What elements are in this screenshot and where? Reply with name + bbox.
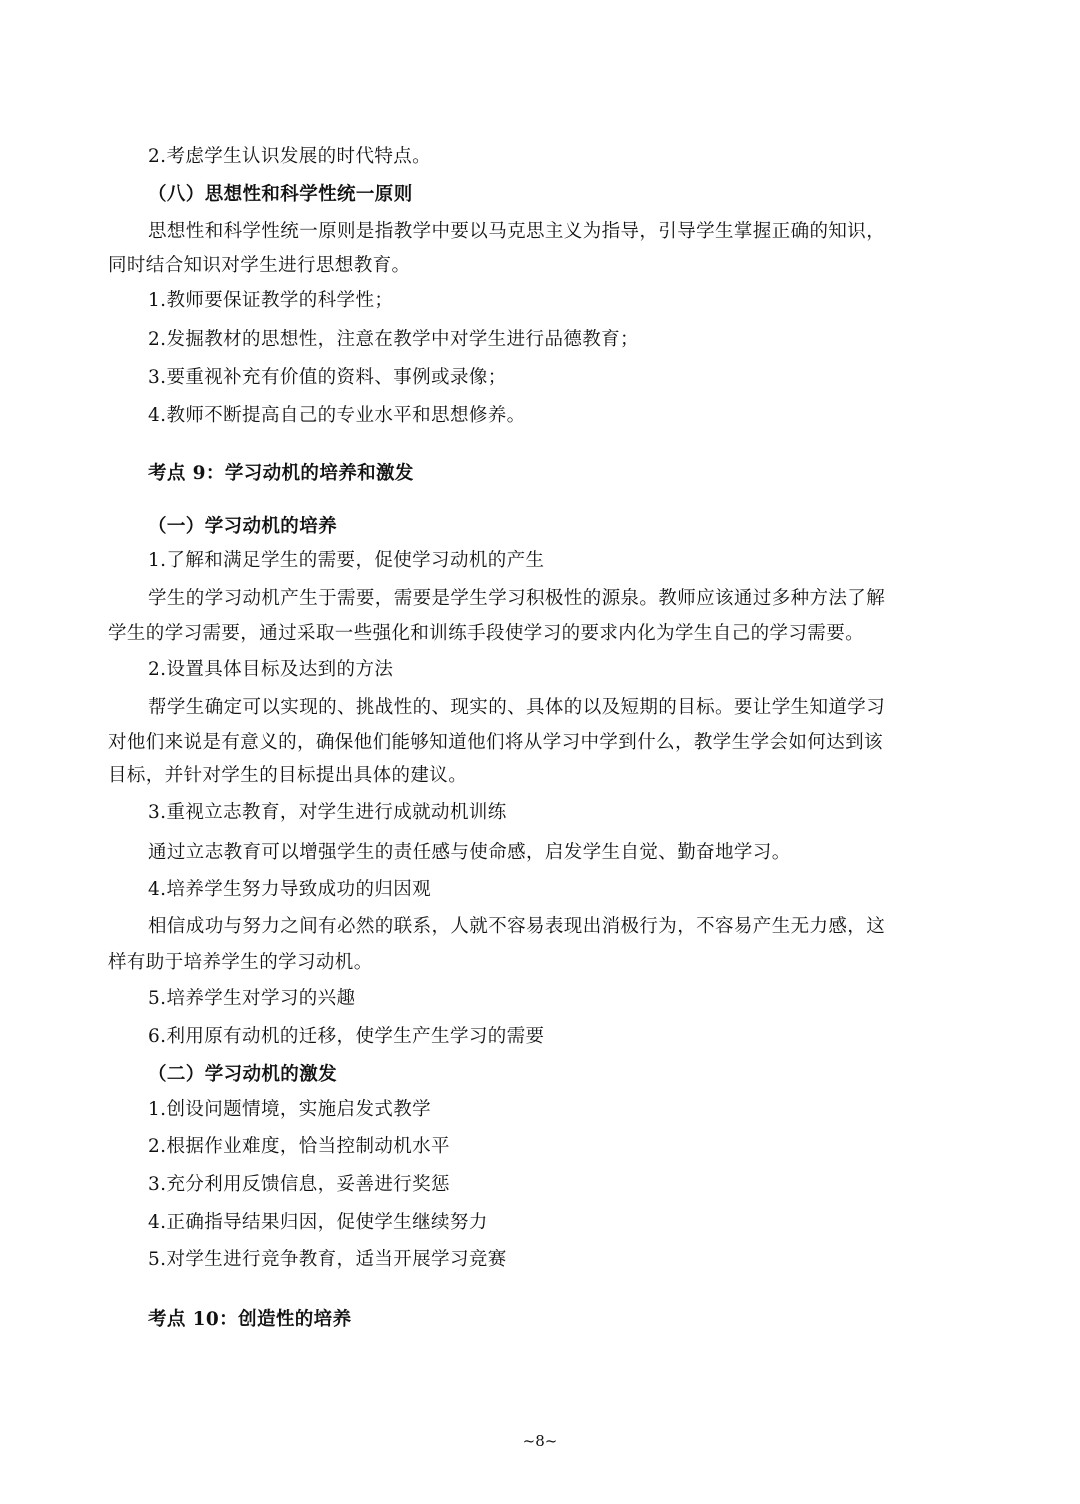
list-item: 2.设置具体目标及达到的方法 bbox=[148, 659, 394, 680]
list-item: 4.教师不断提高自己的专业水平和思想修养。 bbox=[148, 405, 526, 426]
section-heading: （八）思想性和科学性统一原则 bbox=[148, 184, 413, 205]
paragraph-line: 同时结合知识对学生进行思想教育。 bbox=[108, 255, 411, 276]
topic-heading: 考点 10：创造性的培养 bbox=[148, 1309, 352, 1330]
list-item: 5.培养学生对学习的兴趣 bbox=[148, 988, 356, 1009]
paragraph-line: 学生的学习动机产生于需要，需要是学生学习积极性的源泉。教师应该通过多种方法了解 bbox=[148, 588, 886, 609]
list-item: 1.教师要保证教学的科学性； bbox=[148, 290, 394, 311]
section-heading: （二）学习动机的激发 bbox=[148, 1064, 338, 1085]
list-item: 1.了解和满足学生的需要，促使学习动机的产生 bbox=[148, 550, 545, 571]
list-item: 4.培养学生努力导致成功的归因观 bbox=[148, 879, 432, 900]
list-item: 4.正确指导结果归因，促使学生继续努力 bbox=[148, 1212, 488, 1233]
list-item: 2.发掘教材的思想性，注意在教学中对学生进行品德教育； bbox=[148, 329, 639, 350]
list-item: 5.对学生进行竞争教育，适当开展学习竞赛 bbox=[148, 1249, 507, 1270]
list-item: 3.充分利用反馈信息，妥善进行奖惩 bbox=[148, 1174, 450, 1195]
paragraph-line: 对他们来说是有意义的，确保他们能够知道他们将从学习中学到什么，教学生学会如何达到该 bbox=[108, 732, 883, 753]
page-number: ~8~ bbox=[522, 1432, 558, 1450]
paragraph-line: 帮学生确定可以实现的、挑战性的、现实的、具体的以及短期的目标。要让学生知道学习 bbox=[148, 697, 886, 718]
list-item: 3.要重视补充有价值的资料、事例或录像； bbox=[148, 367, 507, 388]
list-item: 6.利用原有动机的迁移，使学生产生学习的需要 bbox=[148, 1026, 545, 1047]
list-item: 2.根据作业难度，恰当控制动机水平 bbox=[148, 1136, 450, 1157]
paragraph-line: 通过立志教育可以增强学生的责任感与使命感，启发学生自觉、勤奋地学习。 bbox=[148, 842, 791, 863]
paragraph-line: 目标，并针对学生的目标提出具体的建议。 bbox=[108, 765, 468, 786]
paragraph-line: 样有助于培养学生的学习动机。 bbox=[108, 952, 373, 973]
list-item: 1.创设问题情境，实施启发式教学 bbox=[148, 1099, 432, 1120]
list-item: 3.重视立志教育，对学生进行成就动机训练 bbox=[148, 802, 507, 823]
paragraph-line: 思想性和科学性统一原则是指教学中要以马克思主义为指导，引导学生掌握正确的知识， bbox=[148, 221, 886, 242]
topic-heading: 考点 9：学习动机的培养和激发 bbox=[148, 463, 414, 484]
paragraph-line: 学生的学习需要，通过采取一些强化和训练手段使学习的要求内化为学生自己的学习需要。 bbox=[108, 623, 865, 644]
paragraph-line: 相信成功与努力之间有必然的联系，人就不容易表现出消极行为，不容易产生无力感，这 bbox=[148, 916, 886, 937]
list-item: 2.考虑学生认识发展的时代特点。 bbox=[148, 146, 432, 167]
section-heading: （一）学习动机的培养 bbox=[148, 516, 338, 537]
